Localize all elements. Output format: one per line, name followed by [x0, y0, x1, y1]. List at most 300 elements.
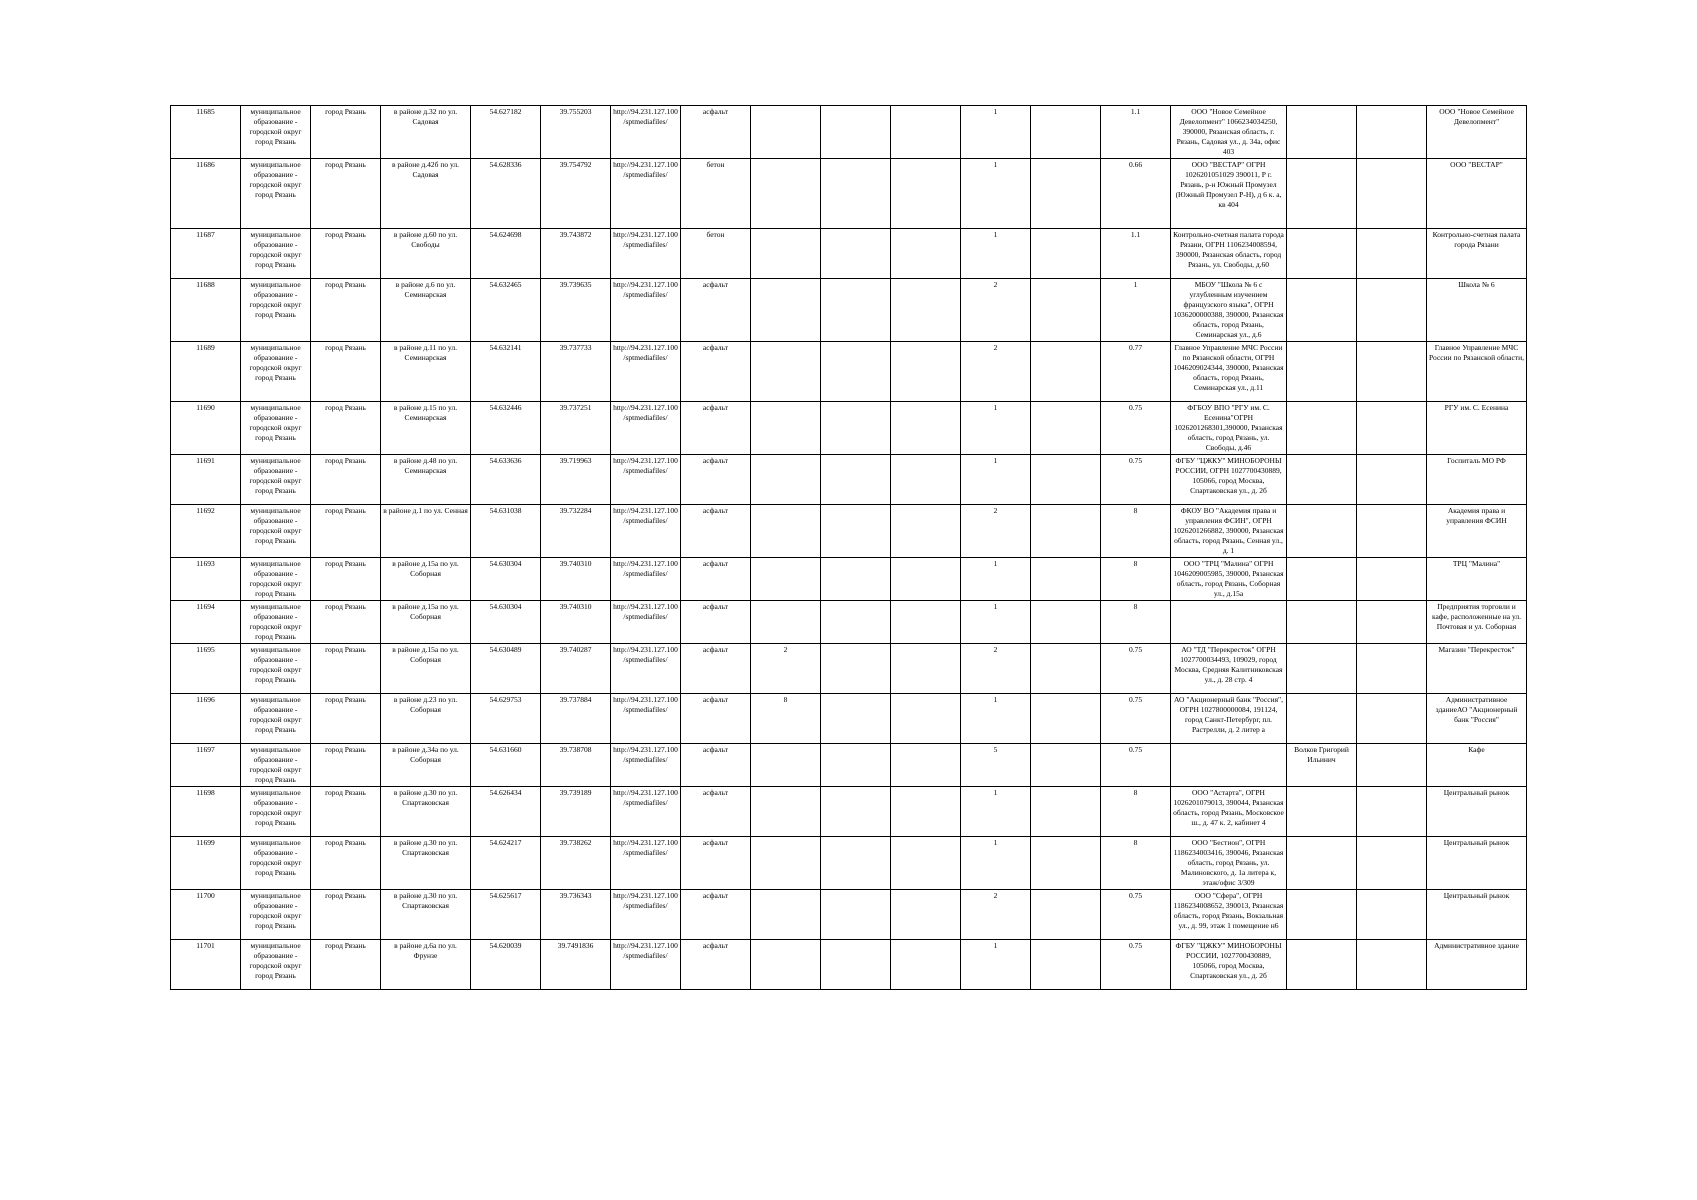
empty-cell-11 [891, 601, 961, 644]
surface-cell: бетон [681, 229, 751, 279]
empty-cell-11 [891, 342, 961, 402]
surface-cell: асфальт [681, 601, 751, 644]
waste-source-cell: Центральный рынок [1427, 787, 1527, 837]
locality-cell: город Рязань [311, 505, 381, 558]
municipality-cell: муниципальное образование - городской округ город Рязань [241, 106, 311, 159]
container-count-cell: 1 [961, 229, 1031, 279]
container-volume-cell: 0.66 [1101, 159, 1171, 229]
empty-cell-10 [821, 342, 891, 402]
individual-owner-cell [1287, 342, 1357, 402]
address-cell: в районе д.11 по ул. Семинарская [381, 342, 471, 402]
container-count-cell: 2 [961, 505, 1031, 558]
surface-cell: асфальт [681, 744, 751, 787]
empty-cell-10 [821, 644, 891, 694]
individual-owner-cell [1287, 558, 1357, 601]
row-id-cell: 11688 [171, 279, 241, 342]
latitude-cell: 54.631660 [471, 744, 541, 787]
latitude-cell: 54.632465 [471, 279, 541, 342]
latitude-cell: 54.624698 [471, 229, 541, 279]
container-count-cell: 1 [961, 837, 1031, 890]
empty-cell-10 [821, 890, 891, 940]
owner-cell: ООО "Сфера", ОГРН 1186234008652, 390013, Рязанская область, город Рязань, Вокзальная ул., д. 99, этаж 1 помещение н6 [1171, 890, 1287, 940]
latitude-cell: 54.630489 [471, 644, 541, 694]
latitude-cell: 54.624217 [471, 837, 541, 890]
empty-cell-10 [821, 787, 891, 837]
owner-cell: ООО "Новое Семейное Девелопмент" 1066234034250, 390000, Рязанская область, г. Рязань, Садовая ул., д. 34а, офис 403 [1171, 106, 1287, 159]
locality-cell: город Рязань [311, 402, 381, 455]
table-row [171, 558, 1527, 601]
longitude-cell: 39.755203 [541, 106, 611, 159]
photo-url-cell: http://94.231.127.100/sptmediafiles/ [611, 229, 681, 279]
container-volume-cell: 8 [1101, 505, 1171, 558]
empty-cell-17 [1357, 106, 1427, 159]
row-id-cell: 11701 [171, 940, 241, 990]
empty-cell-17 [1357, 342, 1427, 402]
municipality-cell: муниципальное образование - городской округ город Рязань [241, 890, 311, 940]
owner-cell: Контрольно-счетная палата города Рязани, ОГРН 1106234008594, 390000, Рязанская область, город Рязань, ул. Свободы, д.60 [1171, 229, 1287, 279]
empty-cell-9: 8 [751, 694, 821, 744]
empty-cell-13 [1031, 744, 1101, 787]
empty-cell-17 [1357, 159, 1427, 229]
row-id-cell: 11698 [171, 787, 241, 837]
container-count-cell: 1 [961, 402, 1031, 455]
individual-owner-cell [1287, 644, 1357, 694]
municipality-cell: муниципальное образование - городской округ город Рязань [241, 455, 311, 505]
empty-cell-13 [1031, 106, 1101, 159]
table-row [171, 159, 1527, 229]
empty-cell-9 [751, 402, 821, 455]
owner-cell: Главное Управление МЧС России по Рязанской области, ОГРН 1046209024344, 390000, Рязанская область, город Рязань, Семинарская ул., д.11 [1171, 342, 1287, 402]
empty-cell-17 [1357, 402, 1427, 455]
empty-cell-9 [751, 744, 821, 787]
latitude-cell: 54.630304 [471, 558, 541, 601]
locality-cell: город Рязань [311, 342, 381, 402]
owner-cell: ООО "Астарта", ОГРН 1026201079013, 390044, Рязанская область, город Рязань, Московское ш., д. 47 к. 2, кабинет 4 [1171, 787, 1287, 837]
container-volume-cell: 8 [1101, 601, 1171, 644]
owner-cell [1171, 744, 1287, 787]
empty-cell-17 [1357, 744, 1427, 787]
row-id-cell: 11696 [171, 694, 241, 744]
latitude-cell: 54.632141 [471, 342, 541, 402]
empty-cell-11 [891, 558, 961, 601]
longitude-cell: 39.719963 [541, 455, 611, 505]
table-row [171, 342, 1527, 402]
individual-owner-cell [1287, 940, 1357, 990]
municipality-cell: муниципальное образование - городской округ город Рязань [241, 601, 311, 644]
locality-cell: город Рязань [311, 890, 381, 940]
address-cell: в районе д.48 по ул. Семинарская [381, 455, 471, 505]
empty-cell-10 [821, 159, 891, 229]
container-volume-cell: 8 [1101, 558, 1171, 601]
waste-source-cell: ООО "Новое Семейное Девелопмент" [1427, 106, 1527, 159]
table-row [171, 890, 1527, 940]
owner-cell: АО "Акционерный банк "Россия", ОГРН 1027800000084, 191124, город Санкт-Петербург, пл. Растрелли, д. 2 литер а [1171, 694, 1287, 744]
owner-cell: ФГБОУ ВПО "РГУ им. С. Есенина"ОГРН 1026201268301,390000, Рязанская область, город Рязань, ул. Свободы, д.46 [1171, 402, 1287, 455]
empty-cell-9 [751, 342, 821, 402]
empty-cell-11 [891, 694, 961, 744]
empty-cell-9 [751, 940, 821, 990]
address-cell: в районе д.6 по ул. Семинарская [381, 279, 471, 342]
container-volume-cell: 0.75 [1101, 890, 1171, 940]
container-volume-cell: 1.1 [1101, 229, 1171, 279]
longitude-cell: 39.737884 [541, 694, 611, 744]
empty-cell-13 [1031, 279, 1101, 342]
longitude-cell: 39.740287 [541, 644, 611, 694]
empty-cell-9 [751, 279, 821, 342]
individual-owner-cell [1287, 402, 1357, 455]
empty-cell-9 [751, 106, 821, 159]
empty-cell-13 [1031, 159, 1101, 229]
surface-cell: асфальт [681, 402, 751, 455]
empty-cell-11 [891, 106, 961, 159]
empty-cell-9 [751, 229, 821, 279]
latitude-cell: 54.632446 [471, 402, 541, 455]
empty-cell-9: 2 [751, 644, 821, 694]
longitude-cell: 39.737733 [541, 342, 611, 402]
empty-cell-11 [891, 890, 961, 940]
individual-owner-cell [1287, 455, 1357, 505]
container-volume-cell: 0.75 [1101, 644, 1171, 694]
longitude-cell: 39.737251 [541, 402, 611, 455]
surface-cell: асфальт [681, 455, 751, 505]
empty-cell-10 [821, 744, 891, 787]
photo-url-cell: http://94.231.127.100/sptmediafiles/ [611, 940, 681, 990]
address-cell: в районе д.15а по ул. Соборная [381, 558, 471, 601]
latitude-cell: 54.633636 [471, 455, 541, 505]
individual-owner-cell [1287, 787, 1357, 837]
photo-url-cell: http://94.231.127.100/sptmediafiles/ [611, 402, 681, 455]
individual-owner-cell [1287, 279, 1357, 342]
container-count-cell: 2 [961, 644, 1031, 694]
surface-cell: асфальт [681, 787, 751, 837]
empty-cell-17 [1357, 837, 1427, 890]
waste-source-cell: Центральный рынок [1427, 890, 1527, 940]
container-count-cell: 1 [961, 787, 1031, 837]
container-count-cell: 1 [961, 940, 1031, 990]
photo-url-cell: http://94.231.127.100/sptmediafiles/ [611, 505, 681, 558]
table-row [171, 787, 1527, 837]
table-row [171, 279, 1527, 342]
municipality-cell: муниципальное образование - городской округ город Рязань [241, 402, 311, 455]
empty-cell-13 [1031, 890, 1101, 940]
locality-cell: город Рязань [311, 159, 381, 229]
waste-source-cell: Административное здание [1427, 940, 1527, 990]
empty-cell-10 [821, 455, 891, 505]
container-count-cell: 1 [961, 601, 1031, 644]
table-row [171, 644, 1527, 694]
address-cell: в районе д.30 по ул. Спартаковская [381, 787, 471, 837]
empty-cell-9 [751, 601, 821, 644]
empty-cell-17 [1357, 558, 1427, 601]
empty-cell-10 [821, 601, 891, 644]
photo-url-cell: http://94.231.127.100/sptmediafiles/ [611, 694, 681, 744]
waste-source-cell: ООО "ВЕСТАР" [1427, 159, 1527, 229]
container-volume-cell: 1.1 [1101, 106, 1171, 159]
empty-cell-11 [891, 229, 961, 279]
empty-cell-10 [821, 694, 891, 744]
owner-cell: ООО "Бестион", ОГРН 1186234003416, 390046, Рязанская область, город Рязань, ул. Малиновского, д. 1а литера к, этаж/офис 3/309 [1171, 837, 1287, 890]
empty-cell-11 [891, 505, 961, 558]
container-volume-cell: 8 [1101, 787, 1171, 837]
surface-cell: асфальт [681, 558, 751, 601]
locality-cell: город Рязань [311, 279, 381, 342]
individual-owner-cell [1287, 890, 1357, 940]
locality-cell: город Рязань [311, 558, 381, 601]
address-cell: в районе д.30 по ул. Спартаковская [381, 890, 471, 940]
row-id-cell: 11697 [171, 744, 241, 787]
container-volume-cell: 0.75 [1101, 744, 1171, 787]
owner-cell: ООО "ТРЦ "Малина" ОГРН 1046209005985, 390000, Рязанская область, город Рязань, Соборная ул., д.15а [1171, 558, 1287, 601]
longitude-cell: 39.736343 [541, 890, 611, 940]
latitude-cell: 54.626434 [471, 787, 541, 837]
container-count-cell: 2 [961, 342, 1031, 402]
surface-cell: асфальт [681, 505, 751, 558]
longitude-cell: 39.740310 [541, 558, 611, 601]
owner-cell: ФГБУ "ЦЖКУ" МИНОБОРОНЫ РОССИИ, 1027700430889, 105066, город Москва, Спартаковская ул., д. 2б [1171, 940, 1287, 990]
empty-cell-17 [1357, 694, 1427, 744]
address-cell: в районе д.32 по ул. Садовая [381, 106, 471, 159]
photo-url-cell: http://94.231.127.100/sptmediafiles/ [611, 837, 681, 890]
empty-cell-10 [821, 558, 891, 601]
owner-cell: ФГБУ "ЦЖКУ" МИНОБОРОНЫ РОССИИ, ОГРН 1027700430889, 105066, город Москва, Спартаковская ул., д. 2б [1171, 455, 1287, 505]
longitude-cell: 39.738262 [541, 837, 611, 890]
empty-cell-13 [1031, 402, 1101, 455]
table-body [171, 106, 1527, 990]
table-row [171, 837, 1527, 890]
empty-cell-10 [821, 402, 891, 455]
empty-cell-11 [891, 279, 961, 342]
empty-cell-11 [891, 744, 961, 787]
waste-source-cell: Центральный рынок [1427, 837, 1527, 890]
empty-cell-10 [821, 279, 891, 342]
empty-cell-11 [891, 787, 961, 837]
locality-cell: город Рязань [311, 229, 381, 279]
empty-cell-13 [1031, 837, 1101, 890]
address-cell: в районе д.34а по ул. Соборная [381, 744, 471, 787]
address-cell: в районе д.1 по ул. Сенная [381, 505, 471, 558]
waste-source-cell: Магазин "Перекресток" [1427, 644, 1527, 694]
row-id-cell: 11700 [171, 890, 241, 940]
locality-cell: город Рязань [311, 787, 381, 837]
owner-cell: ООО "ВЕСТАР" ОГРН 1026201051029 390011, Р г. Рязань, р-н Южный Промузел (Южный Промузел Р-Н), д 6 к. а, кв 404 [1171, 159, 1287, 229]
row-id-cell: 11694 [171, 601, 241, 644]
address-cell: в районе д.30 по ул. Спартаковская [381, 837, 471, 890]
empty-cell-9 [751, 890, 821, 940]
address-cell: в районе д.6а по ул. Фрунзе [381, 940, 471, 990]
table-row [171, 744, 1527, 787]
surface-cell: асфальт [681, 644, 751, 694]
municipality-cell: муниципальное образование - городской округ город Рязань [241, 940, 311, 990]
latitude-cell: 54.625617 [471, 890, 541, 940]
latitude-cell: 54.628336 [471, 159, 541, 229]
latitude-cell: 54.630304 [471, 601, 541, 644]
longitude-cell: 39.739189 [541, 787, 611, 837]
empty-cell-17 [1357, 644, 1427, 694]
owner-cell: ФКОУ ВО "Академия права и управления ФСИН", ОГРН 1026201266882, 390000, Рязанская область, город Рязань, Сенная ул., д. 1 [1171, 505, 1287, 558]
latitude-cell: 54.620039 [471, 940, 541, 990]
empty-cell-13 [1031, 505, 1101, 558]
address-cell: в районе д.42б по ул. Садовая [381, 159, 471, 229]
waste-source-cell: Контрольно-счетная палата города Рязани [1427, 229, 1527, 279]
empty-cell-11 [891, 940, 961, 990]
owner-cell: МБОУ "Школа № 6 с углубленным изучением французского языка", ОГРН 1036200000388, 390000, Рязанская область, город Рязань, Семинарская ул., д.6 [1171, 279, 1287, 342]
empty-cell-17 [1357, 455, 1427, 505]
row-id-cell: 11690 [171, 402, 241, 455]
empty-cell-9 [751, 505, 821, 558]
empty-cell-13 [1031, 601, 1101, 644]
table-row [171, 694, 1527, 744]
empty-cell-17 [1357, 229, 1427, 279]
surface-cell: бетон [681, 159, 751, 229]
empty-cell-17 [1357, 279, 1427, 342]
waste-source-cell: Академия права и управления ФСИН [1427, 505, 1527, 558]
container-count-cell: 1 [961, 159, 1031, 229]
container-count-cell: 2 [961, 279, 1031, 342]
table-row [171, 455, 1527, 505]
individual-owner-cell [1287, 837, 1357, 890]
row-id-cell: 11699 [171, 837, 241, 890]
container-volume-cell: 8 [1101, 837, 1171, 890]
longitude-cell: 39.738708 [541, 744, 611, 787]
container-count-cell: 1 [961, 106, 1031, 159]
individual-owner-cell [1287, 694, 1357, 744]
locality-cell: город Рязань [311, 837, 381, 890]
longitude-cell: 39.740310 [541, 601, 611, 644]
container-count-cell: 1 [961, 558, 1031, 601]
locality-cell: город Рязань [311, 744, 381, 787]
surface-cell: асфальт [681, 837, 751, 890]
owner-cell: АО "ТД "Перекресток" ОГРН 1027700034493, 109029, город Москва, Средняя Калитниковская ул., д. 28 стр. 4 [1171, 644, 1287, 694]
address-cell: в районе д.60 по ул. Свободы [381, 229, 471, 279]
table-row [171, 106, 1527, 159]
photo-url-cell: http://94.231.127.100/sptmediafiles/ [611, 455, 681, 505]
empty-cell-13 [1031, 644, 1101, 694]
municipality-cell: муниципальное образование - городской округ город Рязань [241, 505, 311, 558]
empty-cell-10 [821, 837, 891, 890]
municipality-cell: муниципальное образование - городской округ город Рязань [241, 787, 311, 837]
empty-cell-13 [1031, 694, 1101, 744]
empty-cell-17 [1357, 940, 1427, 990]
container-count-cell: 2 [961, 890, 1031, 940]
container-volume-cell: 0.75 [1101, 455, 1171, 505]
empty-cell-17 [1357, 601, 1427, 644]
locality-cell: город Рязань [311, 106, 381, 159]
surface-cell: асфальт [681, 940, 751, 990]
empty-cell-9 [751, 159, 821, 229]
address-cell: в районе д.15а по ул. Соборная [381, 601, 471, 644]
empty-cell-11 [891, 837, 961, 890]
locality-cell: город Рязань [311, 644, 381, 694]
empty-cell-11 [891, 159, 961, 229]
empty-cell-13 [1031, 229, 1101, 279]
address-cell: в районе д.23 по ул. Соборная [381, 694, 471, 744]
surface-cell: асфальт [681, 694, 751, 744]
photo-url-cell: http://94.231.127.100/sptmediafiles/ [611, 558, 681, 601]
waste-source-cell: Административное зданиеАО "Акционерный банк "Россия" [1427, 694, 1527, 744]
individual-owner-cell: Волков Григорий Ильинич [1287, 744, 1357, 787]
empty-cell-10 [821, 505, 891, 558]
table-row [171, 940, 1527, 990]
waste-site-registry-table [170, 105, 1527, 990]
table-row [171, 505, 1527, 558]
row-id-cell: 11695 [171, 644, 241, 694]
waste-source-cell: ТРЦ "Малина" [1427, 558, 1527, 601]
waste-source-cell: Школа № 6 [1427, 279, 1527, 342]
individual-owner-cell [1287, 505, 1357, 558]
empty-cell-13 [1031, 558, 1101, 601]
empty-cell-9 [751, 837, 821, 890]
container-count-cell: 5 [961, 744, 1031, 787]
individual-owner-cell [1287, 229, 1357, 279]
municipality-cell: муниципальное образование - городской округ город Рязань [241, 229, 311, 279]
container-count-cell: 1 [961, 694, 1031, 744]
owner-cell [1171, 601, 1287, 644]
row-id-cell: 11686 [171, 159, 241, 229]
document-page [170, 105, 1524, 990]
empty-cell-17 [1357, 787, 1427, 837]
photo-url-cell: http://94.231.127.100/sptmediafiles/ [611, 342, 681, 402]
photo-url-cell: http://94.231.127.100/sptmediafiles/ [611, 106, 681, 159]
address-cell: в районе д.15 по ул. Семинарская [381, 402, 471, 455]
row-id-cell: 11687 [171, 229, 241, 279]
empty-cell-10 [821, 106, 891, 159]
photo-url-cell: http://94.231.127.100/sptmediafiles/ [611, 601, 681, 644]
table-row [171, 402, 1527, 455]
latitude-cell: 54.629753 [471, 694, 541, 744]
photo-url-cell: http://94.231.127.100/sptmediafiles/ [611, 890, 681, 940]
empty-cell-17 [1357, 890, 1427, 940]
row-id-cell: 11685 [171, 106, 241, 159]
waste-source-cell: Госпиталь МО РФ [1427, 455, 1527, 505]
empty-cell-13 [1031, 342, 1101, 402]
surface-cell: асфальт [681, 890, 751, 940]
longitude-cell: 39.754792 [541, 159, 611, 229]
table-row [171, 229, 1527, 279]
individual-owner-cell [1287, 159, 1357, 229]
waste-source-cell: Кафе [1427, 744, 1527, 787]
latitude-cell: 54.627182 [471, 106, 541, 159]
photo-url-cell: http://94.231.127.100/sptmediafiles/ [611, 159, 681, 229]
container-volume-cell: 0.75 [1101, 694, 1171, 744]
municipality-cell: муниципальное образование - городской округ город Рязань [241, 694, 311, 744]
municipality-cell: муниципальное образование - городской округ город Рязань [241, 558, 311, 601]
container-count-cell: 1 [961, 455, 1031, 505]
longitude-cell: 39.7491836 [541, 940, 611, 990]
surface-cell: асфальт [681, 342, 751, 402]
municipality-cell: муниципальное образование - городской округ город Рязань [241, 744, 311, 787]
latitude-cell: 54.631038 [471, 505, 541, 558]
table-row [171, 601, 1527, 644]
photo-url-cell: http://94.231.127.100/sptmediafiles/ [611, 787, 681, 837]
row-id-cell: 11693 [171, 558, 241, 601]
empty-cell-11 [891, 455, 961, 505]
empty-cell-13 [1031, 787, 1101, 837]
municipality-cell: муниципальное образование - городской округ город Рязань [241, 837, 311, 890]
empty-cell-13 [1031, 940, 1101, 990]
locality-cell: город Рязань [311, 455, 381, 505]
empty-cell-10 [821, 940, 891, 990]
photo-url-cell: http://94.231.127.100/sptmediafiles/ [611, 279, 681, 342]
row-id-cell: 11689 [171, 342, 241, 402]
surface-cell: асфальт [681, 279, 751, 342]
container-volume-cell: 0.77 [1101, 342, 1171, 402]
empty-cell-9 [751, 455, 821, 505]
empty-cell-9 [751, 787, 821, 837]
empty-cell-11 [891, 644, 961, 694]
municipality-cell: муниципальное образование - городской округ город Рязань [241, 644, 311, 694]
individual-owner-cell [1287, 601, 1357, 644]
longitude-cell: 39.743872 [541, 229, 611, 279]
